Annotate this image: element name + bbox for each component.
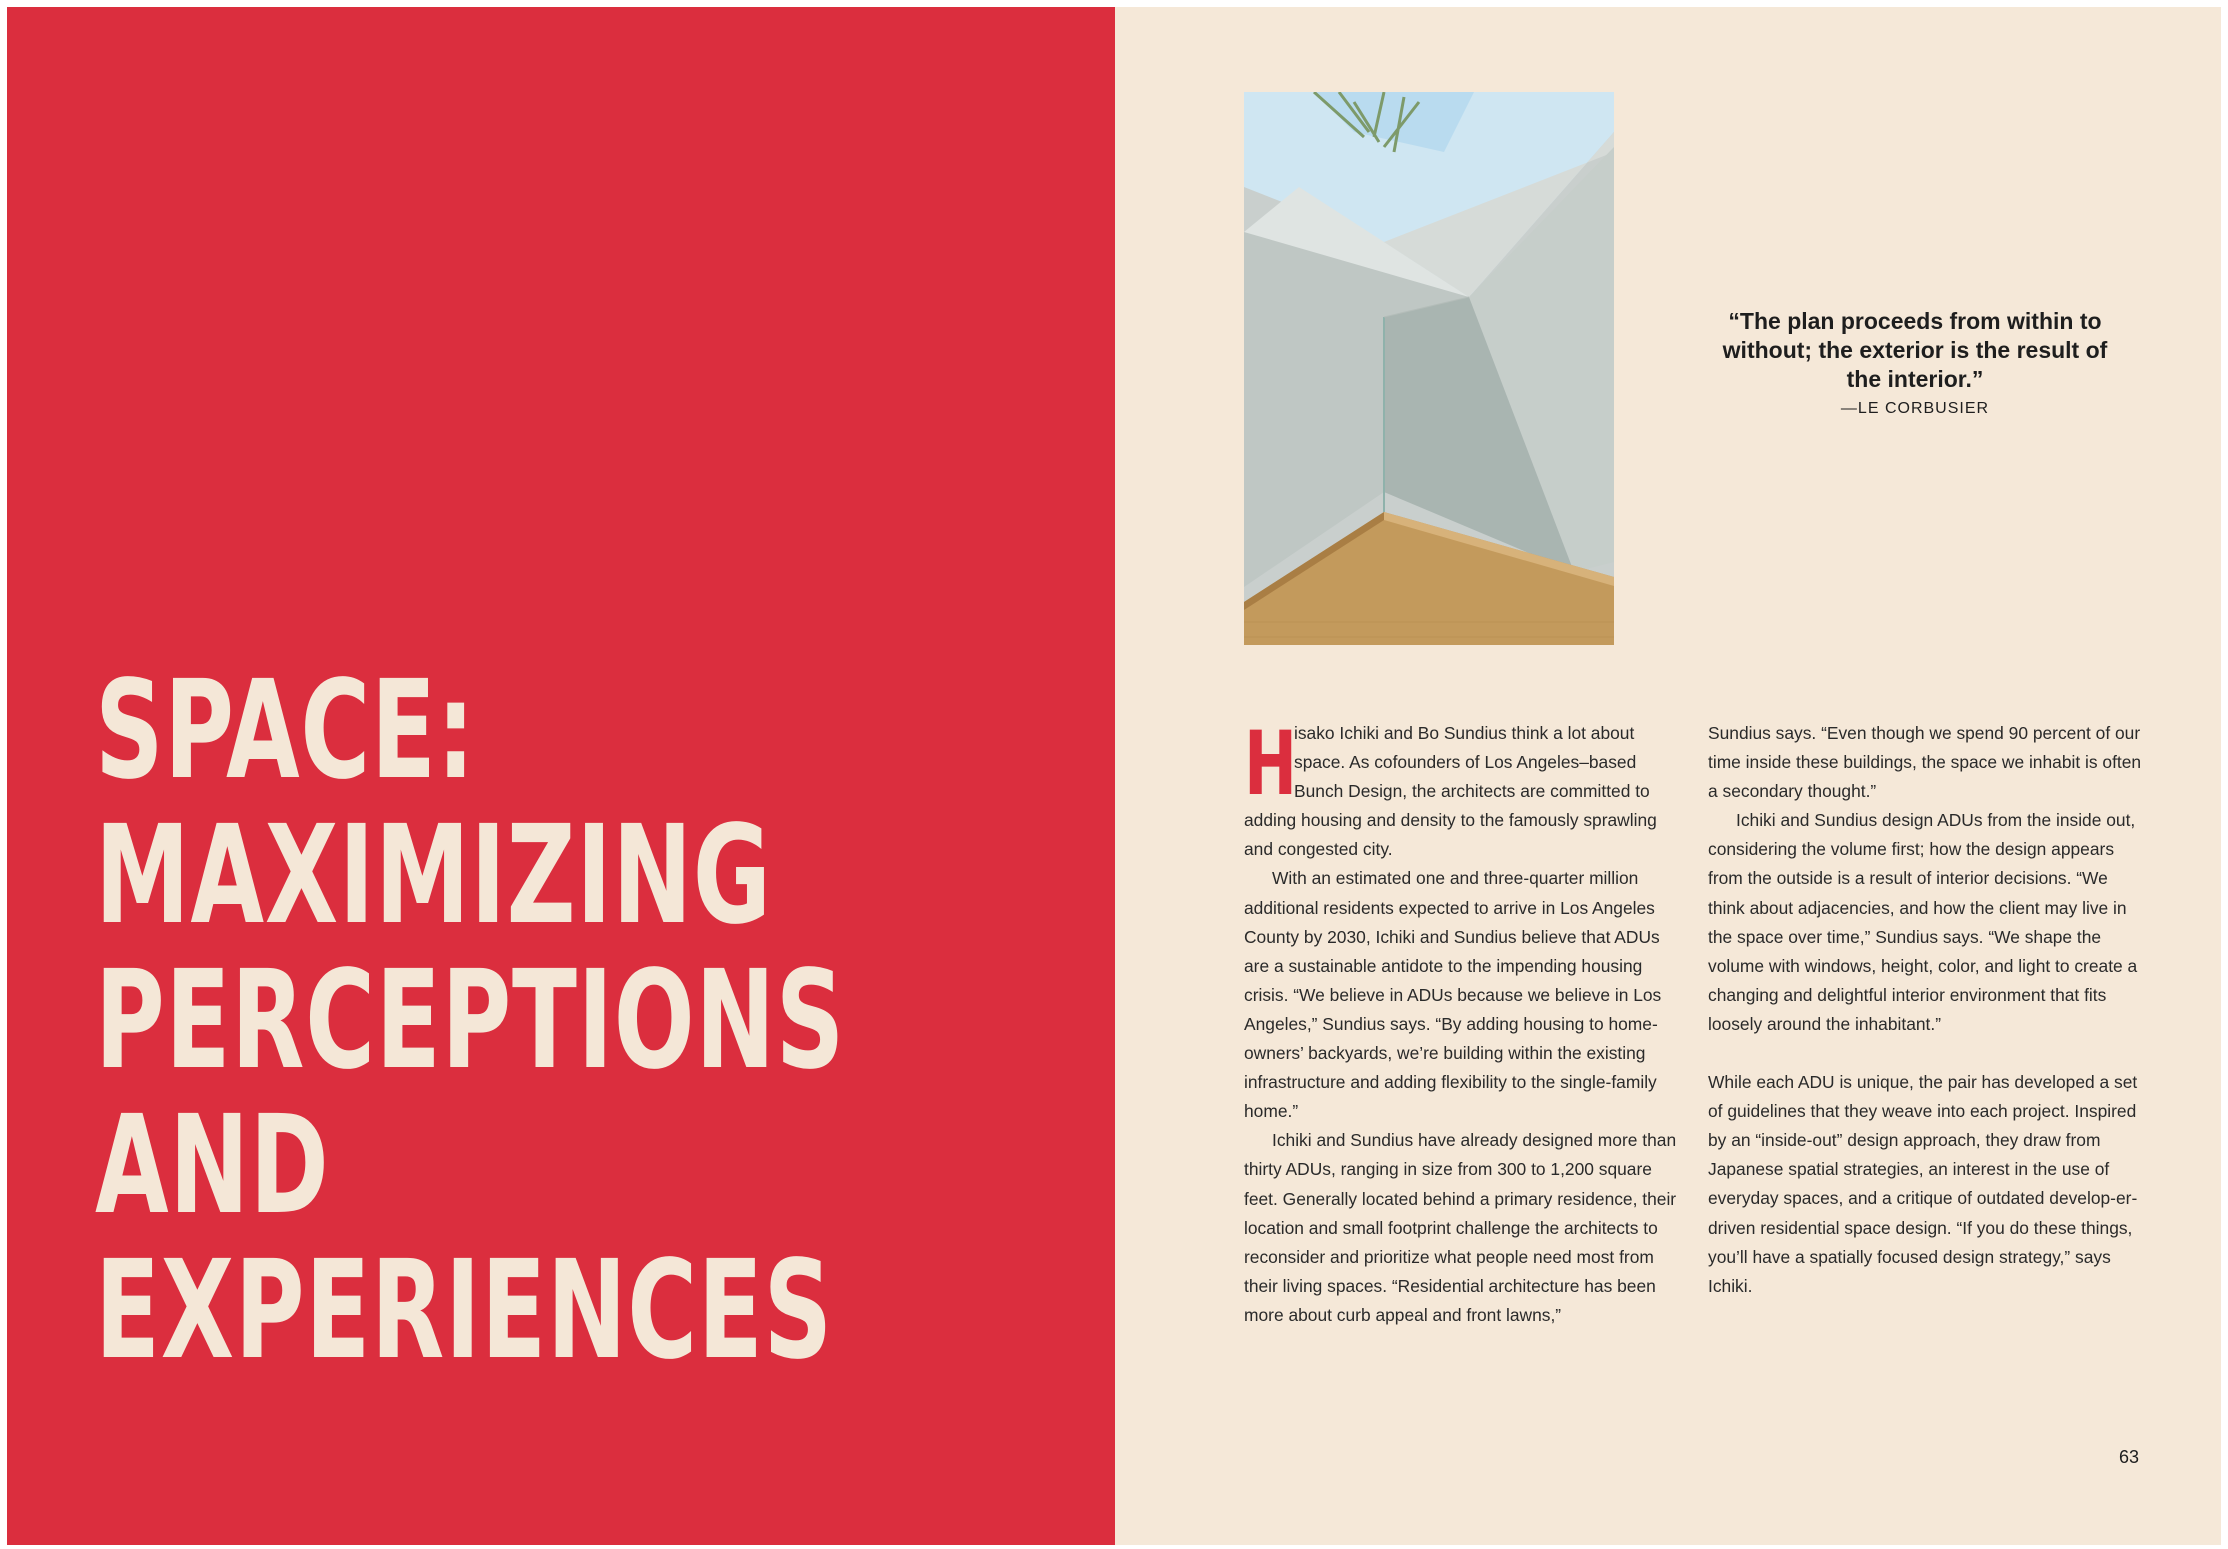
paragraph: isako Ichiki and Bo Sundius think a lot about space. As cofounders of Los Angeles–based Bunch Design, the architects are committed to adding housing and density to the famously sprawling and congested city. <box>1244 723 1657 860</box>
pull-quote <box>1715 307 2115 418</box>
paragraph: Sundius says. “Even though we spend 90 percent of our time inside these buildings, the space we inhabit is often a secondary thought.” <box>1708 723 2142 802</box>
paragraph: With an estimated one and three-quarter million additional residents expected to arrive in Los Angeles County by 2030, Ichiki and Sundius believe that ADUs are a sustainable antidote to the impending housing crisis. “We believe in ADUs because we believe in Los Angeles,” Sundius says. “By adding housing to home-owners’ backyards, we’re building within the existing infrastructure and adding flexibility to the single-family home.” <box>1244 868 1662 1122</box>
headline-line: PERCEPTIONS <box>95 942 846 1100</box>
paragraph: Ichiki and Sundius have already designed more than thirty ADUs, ranging in size from 300 to 1,200 square feet. Generally located behind a primary residence, their location and small footprint challenge the architects to reconsider and prioritize what people need most from their living spaces. “Residential architecture has been more about curb appeal and front lawns,” <box>1244 1130 1677 1325</box>
right-page <box>1115 7 2221 1545</box>
headline-line: SPACE: <box>95 652 476 810</box>
headline-line: MAXIMIZING <box>95 797 772 955</box>
left-page <box>7 7 1115 1545</box>
headline-line: EXPERIENCES <box>95 1232 833 1390</box>
headline <box>95 652 846 1390</box>
skylight-illustration <box>1244 92 1614 645</box>
headline-line: AND <box>95 1087 330 1245</box>
article-column-1 <box>1244 712 1684 1330</box>
magazine-spread <box>7 7 2221 1545</box>
page-number: 63 <box>2119 1447 2140 1467</box>
drop-cap: H <box>1244 712 1298 815</box>
paragraph: While each ADU is unique, the pair has developed a set of guidelines that they weave into each project. Inspired by an “inside-out” design approach, they draw from Japanese spatial strategies, an interest in the use of everyday spaces, and a critique of outdated develop-er-driven residential space design. “If you do these things, you’ll have a spatially focused design strategy,” says Ichiki. <box>1708 1072 2138 1296</box>
skylight-photo <box>1244 92 1614 645</box>
paragraph: Ichiki and Sundius design ADUs from the inside out, considering the volume first; how the design appears from the outside is a result of interior decisions. “We think about adjacencies, and how the client may live in the space over time,” Sundius says. “We shape the volume with windows, height, color, and light to create a changing and delightful interior environment that fits loosely around the inhabitant.” <box>1708 810 2138 1034</box>
article-column-2 <box>1708 719 2148 1301</box>
quote-attribution: —LE CORBUSIER <box>1840 400 1990 417</box>
quote-text: “The plan proceeds from within to without; the exterior is the result of the interior.” <box>1722 308 2108 392</box>
